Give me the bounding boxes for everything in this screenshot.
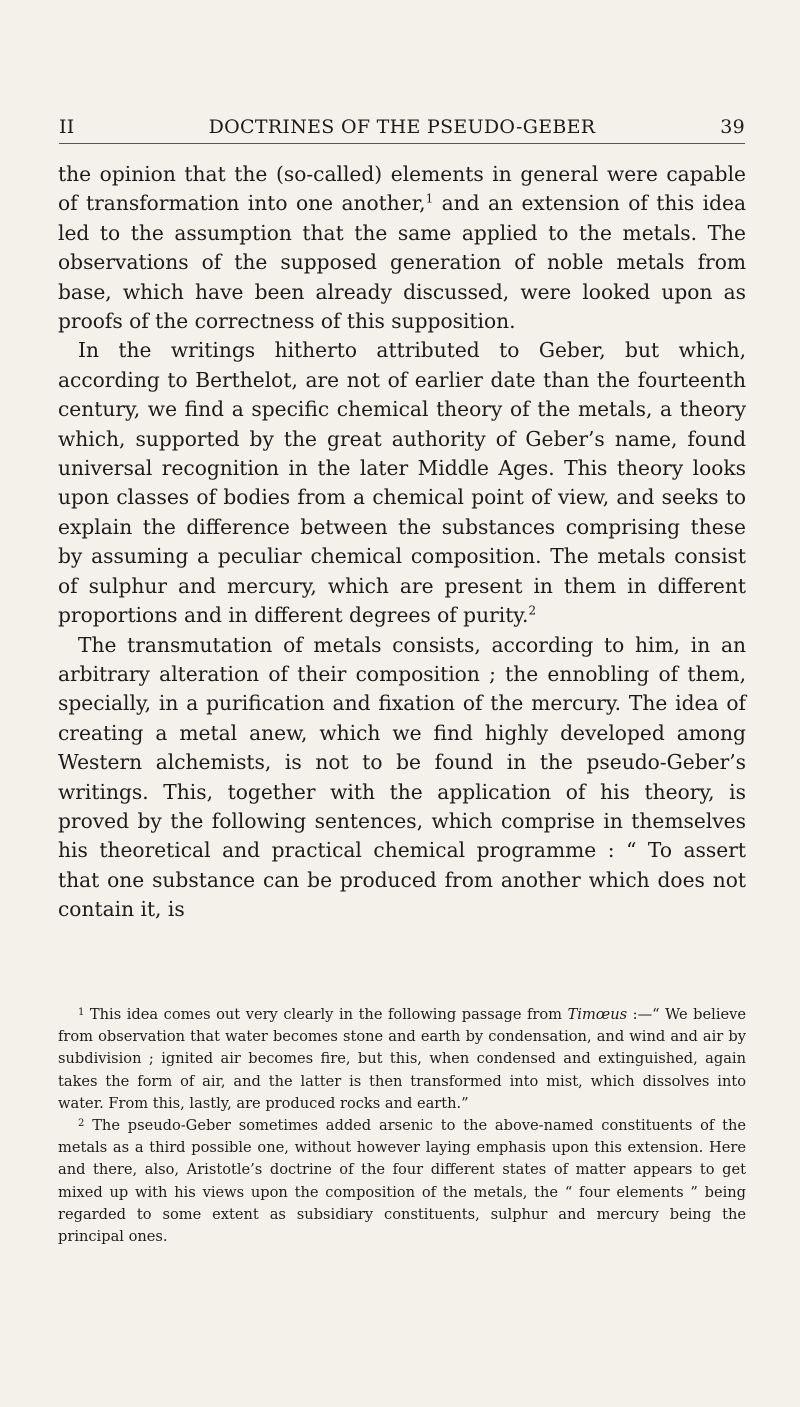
paragraph-3-text: The transmutation of metals consists, according to him, in an arbitrary alteration of their composition ; the ennobling of them, specially, in a purification and fixation of the mercury. The idea of creating a metal anew, which we find highly developed among Western alchemists, is not to be found in the pseudo-Geber’s writings. This, together with the application of his theory, is proved by the following sentences, which comprise in themselves his theoretical and practical chemical programme : “ To assert that one substance can be produced from another which does not contain it, is	[58, 632, 746, 922]
page-number: 39	[720, 116, 745, 138]
paragraph-3	[58, 631, 746, 925]
paragraph-2-text: In the writings hitherto attributed to Geber, but which, according to Berthelot, are not of earlier date than the fourteenth century, we find a specific chemical theory of the metals, a theory which, supported by the great authority of Geber’s name, found universal recognition in the later Middle Ages. This theory looks upon classes of bodies from a chemical point of view, and seeks to explain the difference between the substances comprising these by assuming a peculiar chemical composition. The metals consist of sulphur and mercury, which are present in them in different proportions and in different degrees of purity.	[58, 338, 746, 628]
footnote-1-text-a: This idea comes out very clearly in the following passage from	[89, 1006, 568, 1023]
chapter-numeral: II	[59, 116, 75, 138]
paragraph-1-text-a: the opinion that the (so-called) elements in general were capable of transformation into one another,	[58, 162, 746, 216]
footnote-1-number: 1	[78, 1007, 85, 1018]
main-text	[58, 160, 746, 925]
footnotes	[58, 1004, 746, 1248]
footnote-1-text-b: :—“ We believe from observation that water becomes stone and earth by condensation, and wind and air by subdivision ; ignited air becomes fire, but this, when condensed and extinguished, again takes the form of air, and the latter is then transformed into mist, which dissolves into water. From this, lastly, are produced rocks and earth.”	[58, 1006, 747, 1112]
footnote-ref-2: 2	[528, 603, 537, 618]
paragraph-1	[58, 160, 746, 336]
footnote-2-number: 2	[78, 1118, 85, 1130]
footnote-1-work-title: Timœus	[567, 1006, 628, 1023]
running-title: DOCTRINES OF THE PSEUDO-GEBER	[208, 116, 596, 138]
running-header	[59, 116, 745, 140]
header-rule	[59, 143, 745, 144]
footnote-1	[58, 1004, 746, 1115]
footnote-2-text: The pseudo-Geber sometimes added arsenic to the above-named constituents of the metals as a third possible one, without however laying emphasis upon this extension. Here and there, also, Aristotle’s doctrine of the four different states of matter appears to get mixed up with his views upon the composition of the metals, the “ four elements ” being regarded to some extent as subsidiary constituents, sulphur and mercury being the principal ones.	[58, 1117, 747, 1246]
footnote-ref-1: 1	[425, 191, 434, 206]
paragraph-2	[58, 336, 746, 630]
footnote-2	[58, 1115, 746, 1248]
paragraph-1-text-b: and an extension of this idea led to the assumption that the same applied to the metals. The observations of the supposed generation of noble metals from base, which have been already discussed, were looked upon as proofs of the correctness of this supposition.	[58, 191, 746, 334]
